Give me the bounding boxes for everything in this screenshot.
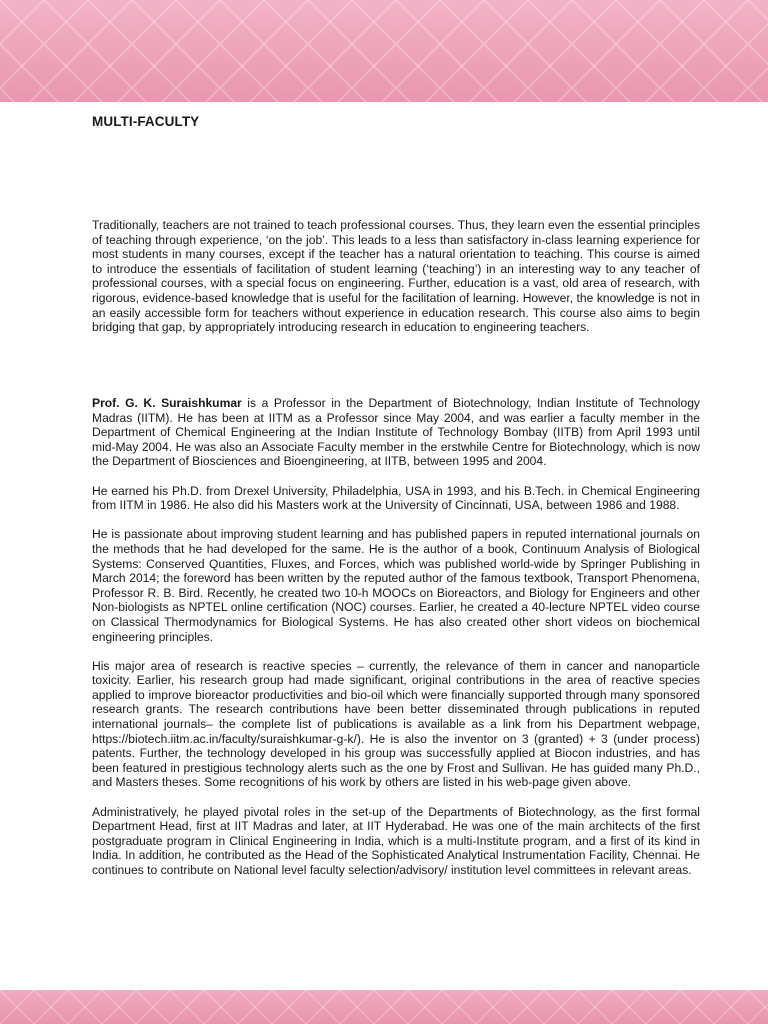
instructor-name: Prof. G. K. Suraishkumar bbox=[92, 396, 242, 410]
bio-paragraph-1 bbox=[92, 396, 700, 469]
bio-paragraph-3: He is passionate about improving student learning and has published papers in reputed international journals on the methods that he had developed for the same. He is the author of a book, Continuum Analysis of Biological Systems: Conserved Quantities, Fluxes, and Forces, which was published world-wide by Springer Publishing in March 2014; the foreword has been written by the reputed author of the famous textbook, Transport Phenomena, Professor R. B. Bird. Recently, he created two 10-h MOOCs on Bioreactors, and Biology for Engineers and other Non-biologists as NPTEL online certification (NOC) courses. Earlier, he created a 40-lecture NPTEL video course on Classical Thermodynamics for Biological Systems. He has also created other short videos on biochemical engineering principles. bbox=[92, 527, 700, 644]
bio-paragraph-5: Administratively, he played pivotal roles in the set-up of the Departments of Biotechnology, as the first formal Department Head, first at IIT Madras and later, at IIT Hyderabad. He was one of the main architects of the first postgraduate program in Clinical Engineering in India, which is a multi-Institute program, and a first of its kind in India. In addition, he contributed as the Head of the Sophisticated Analytical Instrumentation Facility, Chennai. He continues to contribute on National level faculty selection/advisory/ institution level committees in relevant areas. bbox=[92, 804, 700, 877]
bio-paragraph-4: His major area of research is reactive species – currently, the relevance of them in cancer and nanoparticle toxicity. Earlier, his research group had made significant, original contributions in the area of reactive species applied to improve bioreactor productivities and bio-oil which were financially supported through many sponsored research grants. The research contributions have been better disseminated through publications in reputed international journals– the complete list of publications is available as a link from his Department webpage, https://biotech.iitm.ac.in/faculty/suraishkumar-g-k/). He is also the inventor on 3 (granted) + 3 (under process) patents. Further, the technology developed in his group was successfully applied at Biocon industries, and has been featured in prestigious technology alerts such as the one by Frost and Sullivan. He has guided many Ph.D., and Masters theses. Some recognitions of his work by others are listed in his web-page given above. bbox=[92, 658, 700, 790]
page-title: MULTI-FACULTY bbox=[92, 114, 200, 129]
bio-paragraph-1-text: is a Professor in the Department of Biotechnology, Indian Institute of Technology Madras (IITM). He has been at IITM as a Professor since May 2004, and was earlier a faculty member in the Department of Chemical Engineering at the Indian Institute of Technology Bombay (IITB) from April 1993 until mid-May 2004. He was also an Associate Faculty member in the erstwhile Centre for Biotechnology, which is now the Department of Biosciences and Bioengineering, at IITB, between 1995 and 2004. bbox=[92, 396, 700, 469]
bio-paragraph-2: He earned his Ph.D. from Drexel University, Philadelphia, USA in 1993, and his B.Tech. in Chemical Engineering from IITM in 1986. He also did his Masters work at the University of Cincinnati, USA, between 1986 and 1988. bbox=[92, 483, 700, 513]
instructor-bio bbox=[92, 396, 700, 892]
abstract-paragraph: Traditionally, teachers are not trained to teach professional courses. Thus, they learn even the essential principles of teaching through experience, ‘on the job’. This leads to a less than satisfactory in-class learning experience for most students in many courses, except if the teacher has a natural orientation to teaching. This course is aimed to introduce the essentials of facilitation of student learning (‘teaching’) in an interesting way to any teacher of professional courses, with a special focus on engineering. Further, education is a vast, old area of research, with rigorous, evidence-based knowledge that is useful for the facilitation of learning. However, the knowledge is not in an easily accessible form for teachers without experience in education research. This course also aims to begin bridging that gap, by appropriately introducing research in education to engineering teachers. bbox=[92, 218, 700, 335]
course-description bbox=[92, 218, 700, 349]
bottom-decorative-band bbox=[0, 990, 768, 1024]
top-decorative-band bbox=[0, 0, 768, 102]
